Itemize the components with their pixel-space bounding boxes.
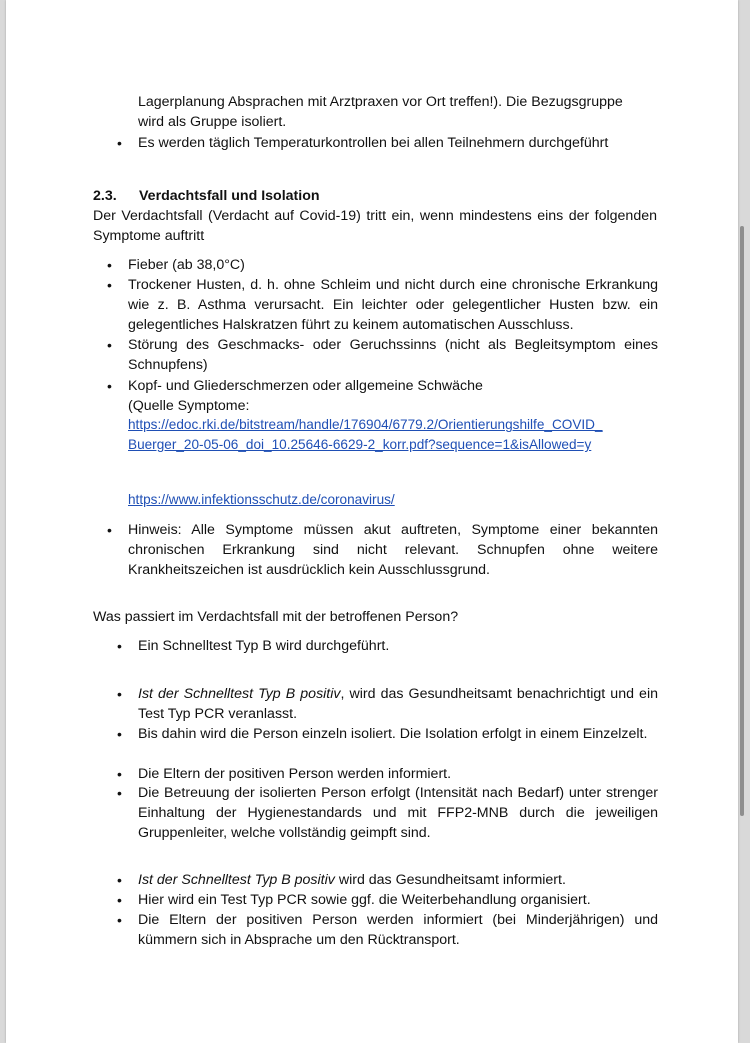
- bullet: •: [107, 378, 112, 394]
- section-title: Verdachtsfall und Isolation: [139, 188, 320, 204]
- bullet: •: [117, 135, 122, 151]
- text: wird das Gesundheitsamt informiert.: [334, 872, 566, 888]
- section-intro: Der Verdachtsfall (Verdacht auf Covid-19) tritt ein, wenn mindestens eins der folgenden Symptome auftritt: [93, 208, 657, 244]
- list-item: [138, 684, 658, 724]
- symptom-item: Trockener Husten, d. h. ohne Schleim und nicht durch eine chronische Erkrankung wie z. B. Asthma verursacht. Ein leichter oder gelegentlicher Husten bzw. ein gelegentliches Halskratzen führt zu keinem automatischen Ausschluss.: [128, 277, 658, 333]
- bullet: •: [107, 257, 112, 273]
- symptom-item: Kopf- und Gliederschmerzen oder allgemeine Schwäche: [128, 378, 483, 394]
- bullet: •: [117, 686, 122, 702]
- link-line[interactable]: https://edoc.rki.de/bitstream/handle/176904/6779.2/Orientierungshilfe_COVID_: [128, 417, 603, 432]
- text-line: Lagerplanung Absprachen mit Arztpraxen vor Ort treffen!). Die Bezugsgruppe: [138, 94, 623, 110]
- section-number: 2.3.: [93, 188, 117, 204]
- document-page: [6, 0, 738, 1043]
- list-item: Die Eltern der positiven Person werden informiert (bei Minderjährigen) und kümmern sich in Absprache um den Rücktransport.: [138, 912, 658, 948]
- list-item: Die Eltern der positiven Person werden informiert.: [138, 766, 452, 782]
- bullet: •: [117, 872, 122, 888]
- list-item: Es werden täglich Temperaturkontrollen bei allen Teilnehmern durchgeführt: [138, 135, 609, 151]
- source-link-rki[interactable]: [128, 415, 668, 455]
- list-item: Bis dahin wird die Person einzeln isoliert. Die Isolation erfolgt in einem Einzelzelt.: [138, 726, 648, 742]
- scrollbar[interactable]: [740, 226, 744, 816]
- section-heading: [93, 186, 653, 206]
- hint-item: Hinweis: Alle Symptome müssen akut auftreten, Symptome einer bekannten chronischen Erkrankung sind nicht relevant. Schnupfen ohne weitere Krankheitszeichen ist ausdrücklich kein Ausschlussgrund.: [128, 522, 658, 578]
- link-line[interactable]: Buerger_20-05-06_doi_10.25646-6629-2_korr.pdf?sequence=1&isAllowed=y: [128, 437, 592, 452]
- list-item: [138, 870, 658, 890]
- link-line[interactable]: https://www.infektionsschutz.de/coronavirus/: [128, 492, 395, 507]
- continued-paragraph: [138, 92, 668, 132]
- list-item: Hier wird ein Test Typ PCR sowie ggf. die Weiterbehandlung organisiert.: [138, 892, 591, 908]
- bullet: •: [117, 785, 122, 801]
- bullet: •: [117, 766, 122, 782]
- question-paragraph: Was passiert im Verdachtsfall mit der betroffenen Person?: [93, 609, 459, 625]
- bullet: •: [117, 892, 122, 908]
- text-line: wird als Gruppe isoliert.: [138, 114, 287, 130]
- symptom-item: Fieber (ab 38,0°C): [128, 257, 245, 273]
- list-item: Ein Schnelltest Typ B wird durchgeführt.: [138, 638, 390, 654]
- bullet: •: [107, 522, 112, 538]
- bullet: •: [117, 726, 122, 742]
- text: , wird das Gesundheitsamt benachrichtigt und ein Test Typ PCR veranlasst.: [138, 686, 658, 722]
- bullet: •: [117, 638, 122, 654]
- list-item: Die Betreuung der isolierten Person erfolgt (Intensität nach Bedarf) unter strenger Einhaltung der Hygienestandards und mit FFP2-MNB durch die jeweiligen Gruppenleiter, welche vollständig geimpft sind.: [138, 785, 658, 841]
- bullet: •: [107, 277, 112, 293]
- bullet: •: [107, 337, 112, 353]
- bullet: •: [117, 912, 122, 928]
- italic-text: Ist der Schnelltest Typ B positiv: [138, 686, 341, 702]
- italic-text: Ist der Schnelltest Typ B positiv: [138, 872, 335, 888]
- source-label: (Quelle Symptome:: [128, 398, 250, 414]
- source-link-infektionsschutz[interactable]: [128, 490, 668, 510]
- symptom-item: Störung des Geschmacks- oder Geruchssinns (nicht als Begleitsymptom eines Schnupfens): [128, 337, 658, 373]
